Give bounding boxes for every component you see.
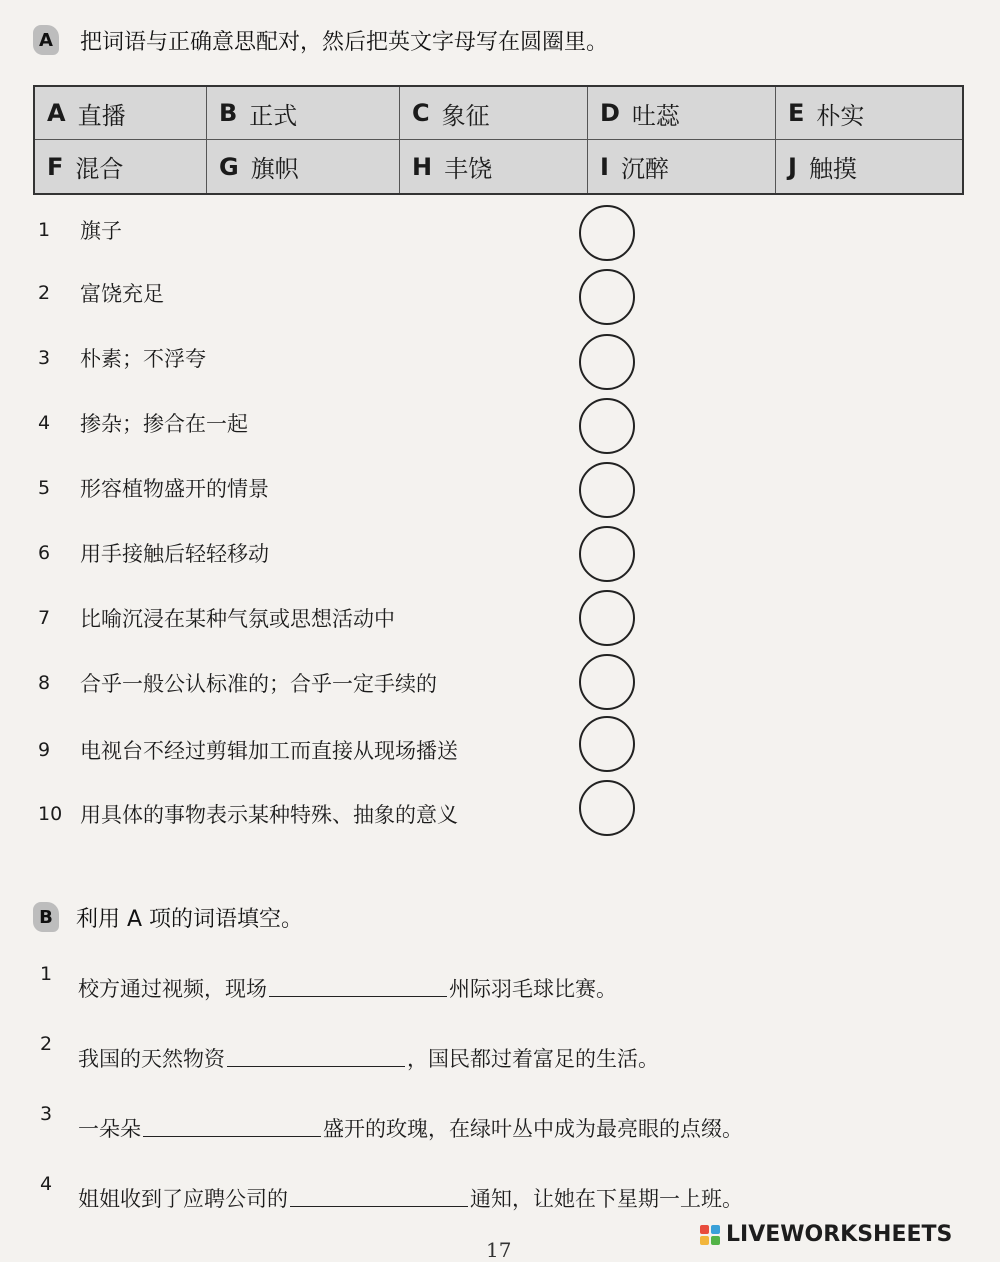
definition-row-2: 2 富饶充足: [38, 282, 164, 306]
word-cell: J 触摸: [788, 152, 857, 183]
section-b-instruction: 利用 A 项的词语填空。: [76, 907, 304, 932]
answer-circle-1[interactable]: [579, 205, 635, 261]
section-a-instruction: 把词语与正确意思配对，然后把英文字母写在圆圈里。: [80, 30, 609, 55]
definition-row-1: 1 旗子: [38, 219, 122, 243]
fill-blank-4[interactable]: [290, 1205, 468, 1207]
definition-row-7: 7 比喻沉浸在某种气氛或思想活动中: [38, 607, 395, 631]
answer-circle-8[interactable]: [579, 654, 635, 710]
fill-blank-1[interactable]: [269, 995, 447, 997]
answer-circle-2[interactable]: [579, 269, 635, 325]
word-bank-table: [33, 85, 964, 195]
logo-grid-icon: [700, 1225, 720, 1245]
liveworksheets-logo[interactable]: [700, 1222, 952, 1247]
logo-square-icon: [700, 1225, 709, 1234]
fill-row-4: 4 姐姐收到了应聘公司的 通知，让她在下星期一上班。: [40, 1173, 743, 1211]
definition-row-9: 9 电视台不经过剪辑加工而直接从现场播送: [38, 739, 458, 763]
word-cell: D 吐蕊: [588, 87, 776, 140]
definition-row-10: 10 用具体的事物表示某种特殊、抽象的意义: [38, 803, 458, 827]
logo-text: LIVEWORKSHEETS: [726, 1222, 953, 1247]
logo-square-icon: [700, 1236, 709, 1245]
answer-circle-5[interactable]: [579, 462, 635, 518]
answer-circle-3[interactable]: [579, 334, 635, 390]
section-a-badge: A: [33, 25, 59, 55]
word-cell: F 混合: [35, 140, 207, 193]
fill-row-2: 2 我国的天然物资 ，国民都过着富足的生活。: [40, 1033, 659, 1071]
logo-square-icon: [711, 1225, 720, 1234]
definition-row-6: 6 用手接触后轻轻移动: [38, 542, 269, 566]
word-cell: B 正式: [207, 87, 400, 140]
answer-circle-9[interactable]: [579, 716, 635, 772]
section-b-badge: B: [33, 902, 59, 932]
word-cell: E 朴实: [776, 87, 962, 140]
fill-row-3: 3 一朵朵 盛开的玫瑰，在绿叶丛中成为最亮眼的点缀。: [40, 1103, 743, 1141]
definition-row-5: 5 形容植物盛开的情景: [38, 477, 269, 501]
word-cell: C 象征: [400, 87, 588, 140]
fill-row-1: 1 校方通过视频，现场 州际羽毛球比赛。: [40, 963, 617, 1001]
answer-circle-6[interactable]: [579, 526, 635, 582]
logo-square-icon: [711, 1236, 720, 1245]
definition-row-4: 4 掺杂；掺合在一起: [38, 412, 248, 436]
answer-circle-10[interactable]: [579, 780, 635, 836]
word-cell: A 直播: [35, 87, 207, 140]
fill-blank-2[interactable]: [227, 1065, 405, 1067]
page-number: 17: [486, 1238, 512, 1262]
fill-blank-3[interactable]: [143, 1135, 321, 1137]
word-cell: H 丰饶: [400, 140, 588, 193]
answer-circle-4[interactable]: [579, 398, 635, 454]
word-cell: I 沉醉: [588, 140, 776, 193]
word-cell: G 旗帜: [207, 140, 400, 193]
definition-row-3: 3 朴素；不浮夸: [38, 347, 206, 371]
definition-row-8: 8 合乎一般公认标准的；合乎一定手续的: [38, 672, 437, 696]
answer-circle-7[interactable]: [579, 590, 635, 646]
